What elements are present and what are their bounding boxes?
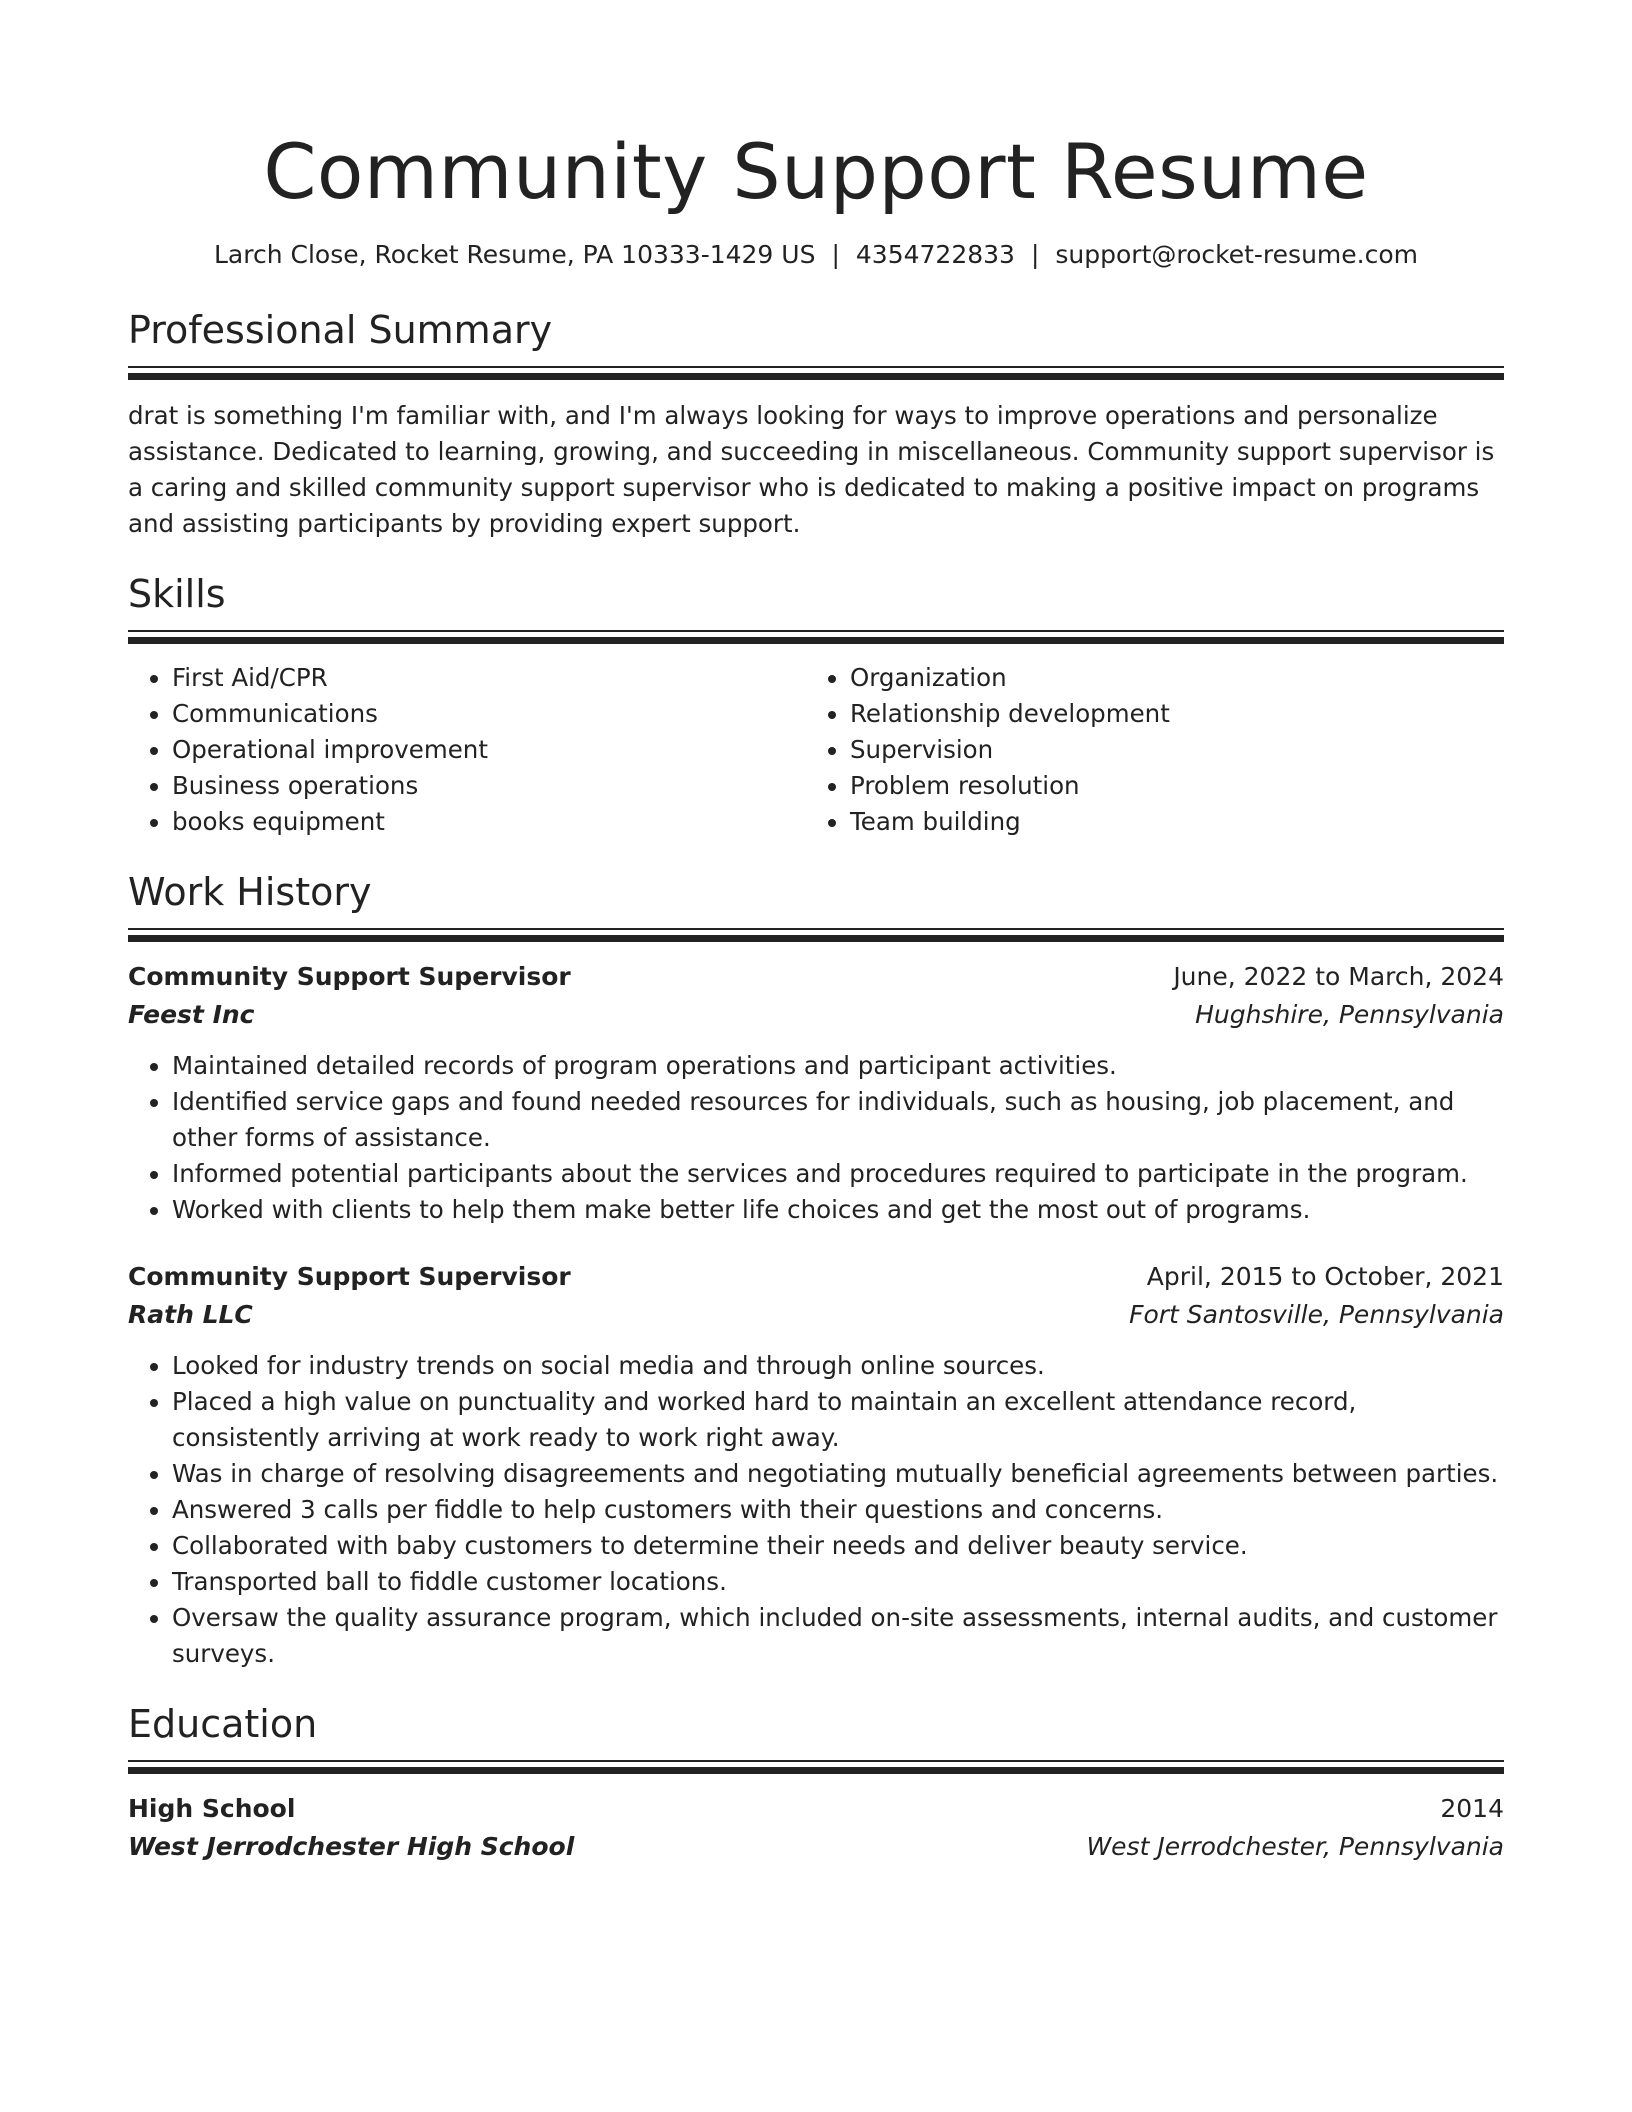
job-dates: April, 2015 to October, 2021	[1146, 1262, 1504, 1291]
job-bullet: • Oversaw the quality assurance program, which included on-site assessments, internal audits, and customer surveys.	[172, 1600, 1504, 1672]
contact-separator: |	[831, 240, 840, 269]
contact-address: Larch Close, Rocket Resume, PA 10333-1429 US	[214, 240, 816, 269]
job-bullet: • Was in charge of resolving disagreements and negotiating mutually beneficial agreements between parties.	[172, 1456, 1504, 1492]
section-divider	[128, 928, 1504, 942]
resume-page	[128, 0, 1504, 1866]
skill-item: • Supervision	[850, 732, 1504, 768]
summary-section	[128, 306, 1504, 542]
skills-grid	[128, 660, 1504, 840]
education-subheader	[128, 1828, 1504, 1866]
job-dates: June, 2022 to March, 2024	[1173, 962, 1504, 991]
job-entry	[128, 1258, 1504, 1672]
contact-line	[128, 238, 1504, 272]
skill-item: • Business operations	[172, 768, 806, 804]
skill-item: • Organization	[850, 660, 1504, 696]
job-company: Rath LLC	[128, 1300, 253, 1329]
job-bullet: • Looked for industry trends on social media and through online sources.	[172, 1348, 1504, 1384]
education-school: West Jerrodchester High School	[128, 1832, 575, 1861]
section-heading-summary: Professional Summary	[128, 308, 553, 352]
job-bullets	[128, 1048, 1504, 1228]
section-divider	[128, 630, 1504, 644]
education-section	[128, 1700, 1504, 1866]
job-bullet: • Informed potential participants about the services and procedures required to participate in the program.	[172, 1156, 1504, 1192]
contact-phone: 4354722833	[855, 240, 1015, 269]
skill-item: • books equipment	[172, 804, 806, 840]
section-divider	[128, 1760, 1504, 1774]
job-subheader	[128, 996, 1504, 1034]
section-heading-education: Education	[128, 1702, 318, 1746]
skills-list-right	[806, 660, 1504, 840]
skill-item: • Problem resolution	[850, 768, 1504, 804]
job-company: Feest Inc	[128, 1000, 255, 1029]
work-history-section	[128, 868, 1504, 1672]
job-bullet: • Transported ball to fiddle customer locations.	[172, 1564, 1504, 1600]
job-location: Hughshire, Pennsylvania	[1195, 1000, 1504, 1029]
contact-email: support@rocket-resume.com	[1055, 240, 1418, 269]
job-bullet: • Answered 3 calls per fiddle to help customers with their questions and concerns.	[172, 1492, 1504, 1528]
skills-list-left	[128, 660, 806, 840]
skill-item: • Relationship development	[850, 696, 1504, 732]
skill-item: • First Aid/CPR	[172, 660, 806, 696]
skill-item: • Communications	[172, 696, 806, 732]
job-title: Community Support Supervisor	[128, 1262, 571, 1291]
job-bullets	[128, 1348, 1504, 1672]
job-entry	[128, 958, 1504, 1228]
job-title: Community Support Supervisor	[128, 962, 571, 991]
skills-section	[128, 570, 1504, 840]
education-degree: High School	[128, 1794, 296, 1823]
section-heading-skills: Skills	[128, 572, 226, 616]
job-bullet: • Placed a high value on punctuality and worked hard to maintain an excellent attendance record, consistently arriving at work ready to work right away.	[172, 1384, 1504, 1456]
education-entry	[128, 1790, 1504, 1866]
job-subheader	[128, 1296, 1504, 1334]
section-divider	[128, 366, 1504, 380]
education-header	[128, 1790, 1504, 1828]
job-bullet: • Worked with clients to help them make better life choices and get the most out of programs.	[172, 1192, 1504, 1228]
skill-item: • Operational improvement	[172, 732, 806, 768]
resume-title: Community Support Resume	[263, 127, 1369, 216]
skill-item: • Team building	[850, 804, 1504, 840]
education-year: 2014	[1440, 1794, 1504, 1823]
contact-separator: |	[1030, 240, 1040, 269]
job-location: Fort Santosville, Pennsylvania	[1129, 1300, 1504, 1329]
job-header	[128, 1258, 1504, 1296]
job-header	[128, 958, 1504, 996]
section-heading-work: Work History	[128, 870, 372, 914]
education-location: West Jerrodchester, Pennsylvania	[1086, 1832, 1504, 1861]
summary-text: drat is something I'm familiar with, and I'm always looking for ways to improve operations and personalize assistance. Dedicated to learning, growing, and succeeding in miscellaneous. Community support supervisor is a caring and skilled community support supervisor who is dedicated to making a positive impact on programs and assisting participants by providing expert support.	[128, 401, 1495, 538]
job-bullet: • Maintained detailed records of program operations and participant activities.	[172, 1048, 1504, 1084]
job-bullet: • Identified service gaps and found needed resources for individuals, such as housing, job placement, and other forms of assistance.	[172, 1084, 1504, 1156]
job-bullet: • Collaborated with baby customers to determine their needs and deliver beauty service.	[172, 1528, 1504, 1564]
